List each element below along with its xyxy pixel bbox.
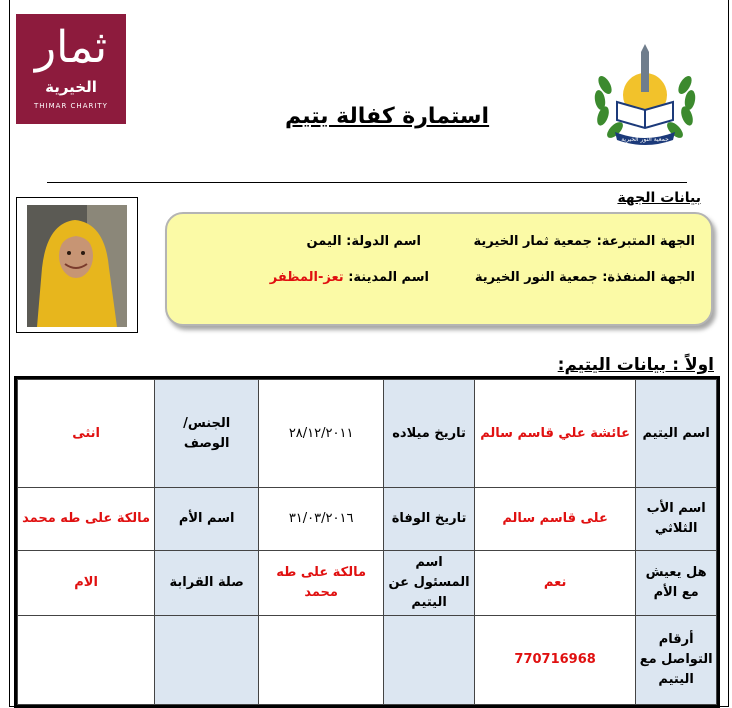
city-value: تعز-المظفر xyxy=(269,270,344,285)
table-row xyxy=(18,616,717,705)
father-name-value: على قاسم سالم xyxy=(474,488,635,551)
city-label: اسم المدينة: xyxy=(348,270,429,285)
executor-value: جمعية النور الخيرية xyxy=(474,270,598,285)
mother-name-label: اسم الأم xyxy=(155,488,259,551)
guardian-label: اسم المسئول عن اليتيم xyxy=(384,551,475,616)
org-info-box xyxy=(165,212,713,326)
birth-date-value: ٢٨/١٢/٢٠١١ xyxy=(259,380,384,488)
orphan-section-title: اولاً : بيانات اليتيم: xyxy=(557,355,714,375)
contact-label: أرقام التواصل مع اليتيم xyxy=(636,616,717,705)
gender-label: الجنس/ الوصف xyxy=(155,380,259,488)
country-value: اليمن xyxy=(306,234,342,249)
relation-value: الام xyxy=(18,551,155,616)
donor-row xyxy=(474,234,695,249)
death-date-value: ٣١/٠٣/٢٠١٦ xyxy=(259,488,384,551)
country-label: اسم الدولة: xyxy=(346,234,421,249)
empty-value-cell xyxy=(18,616,155,705)
orphan-table xyxy=(14,376,720,708)
executor-row xyxy=(475,270,695,285)
org-section-title: بيانات الجهة xyxy=(617,190,701,206)
table-row xyxy=(18,380,717,488)
birth-date-label: تاريخ ميلاده xyxy=(384,380,475,488)
donor-value: جمعية ثمار الخيرية xyxy=(473,234,593,249)
alnoor-emblem-icon xyxy=(585,40,705,150)
logo-sub-text: الخيرية xyxy=(45,78,97,96)
table-row xyxy=(18,488,717,551)
logo-latin-text: THIMAR CHARITY xyxy=(34,102,108,110)
lives-with-mother-value: نعم xyxy=(474,551,635,616)
empty-value-cell xyxy=(259,616,384,705)
thimar-logo xyxy=(16,14,126,124)
gender-value: انثى xyxy=(18,380,155,488)
empty-label-cell xyxy=(384,616,475,705)
emblem-caption: جمعية النور الخيرية xyxy=(621,136,669,143)
orphan-name-label: اسم اليتيم xyxy=(636,380,717,488)
contact-value: 770716968 xyxy=(474,616,635,705)
donor-label: الجهة المتبرعة: xyxy=(596,234,695,249)
orphan-photo xyxy=(16,197,138,333)
table-row xyxy=(18,551,717,616)
photo-image xyxy=(17,198,137,332)
divider xyxy=(47,182,687,183)
country-row xyxy=(307,234,421,249)
guardian-value: مالكة على طه محمد xyxy=(259,551,384,616)
death-date-label: تاريخ الوفاة xyxy=(384,488,475,551)
logo-main-text: ثمار xyxy=(34,22,108,73)
relation-label: صلة القرابة xyxy=(155,551,259,616)
page-title: استمارة كفالة يتيم xyxy=(285,104,490,129)
father-name-label: اسم الأب الثلاثي xyxy=(636,488,717,551)
mother-name-value: مالكة على طه محمد xyxy=(18,488,155,551)
empty-label-cell xyxy=(155,616,259,705)
executor-label: الجهة المنفذة: xyxy=(602,270,695,285)
lives-with-mother-label: هل يعيش مع الأم xyxy=(636,551,717,616)
orphan-name-value: عائشة علي قاسم سالم xyxy=(474,380,635,488)
city-row xyxy=(270,270,429,285)
